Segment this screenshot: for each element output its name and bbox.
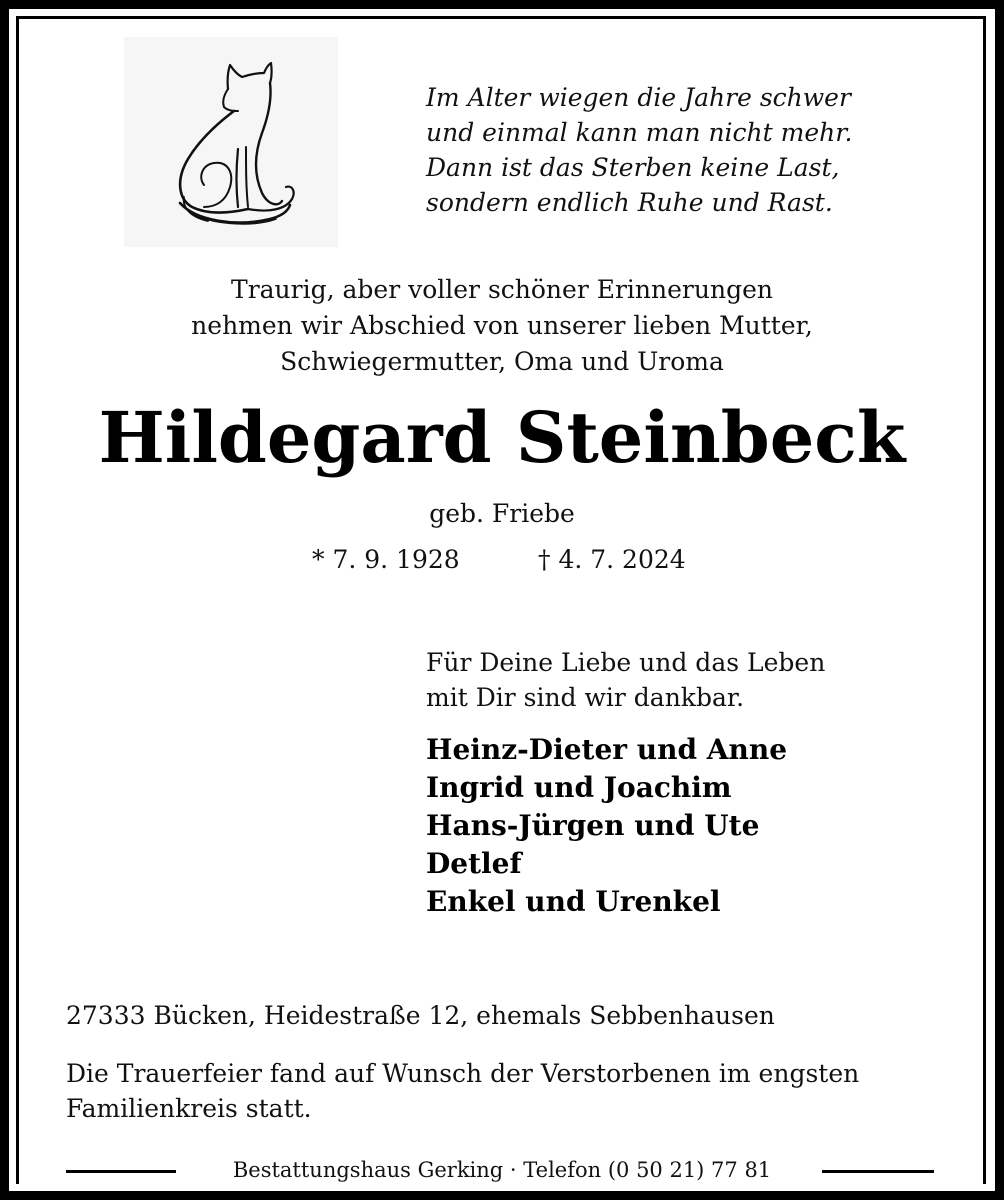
ceremony-line: Die Trauerfeier fand auf Wunsch der Verstorbenen im engsten [66,1059,860,1088]
cat-silhouette-icon [124,37,338,247]
birth-date: * 7. 9. 1928 [312,545,460,574]
family-member: Enkel und Urenkel [426,885,721,918]
thanks-line: Für Deine Liebe und das Leben [426,648,826,677]
funeral-home-footer: Bestattungshaus Gerking · Telefon (0 50 21) 77 81 [232,1158,772,1182]
poem-verse [426,80,946,220]
family-list [426,731,966,921]
family-member: Ingrid und Joachim [426,771,732,804]
poem-line: Dann ist das Sterben keine Last, [426,153,840,182]
thanks-line: mit Dir sind wir dankbar. [426,683,745,712]
intro-line: Traurig, aber voller schöner Erinnerungen [231,275,773,304]
footer-rule-left [66,1170,176,1173]
deceased-name: Hildegard Steinbeck [98,396,906,479]
thanks-text [426,645,946,715]
birth-name: geb. Friebe [429,499,575,528]
family-member: Heinz-Dieter und Anne [426,733,788,766]
footer-rule-right [822,1170,934,1173]
poem-line: Im Alter wiegen die Jahre schwer [426,83,851,112]
intro-line: nehmen wir Abschied von unserer lieben Mutter, [191,311,813,340]
death-date: † 4. 7. 2024 [538,545,686,574]
cat-icon-panel [124,37,338,247]
intro-text [0,272,1004,380]
family-member: Hans-Jürgen und Ute [426,809,760,842]
intro-line: Schwiegermutter, Oma und Uroma [280,347,724,376]
address: 27333 Bücken, Heidestraße 12, ehemals Sebbenhausen [66,1001,775,1030]
family-member: Detlef [426,847,522,880]
poem-line: sondern endlich Ruhe und Rast. [426,188,833,217]
ceremony-line: Familienkreis statt. [66,1094,312,1123]
poem-line: und einmal kann man nicht mehr. [426,118,853,147]
ceremony-note [66,1056,946,1126]
